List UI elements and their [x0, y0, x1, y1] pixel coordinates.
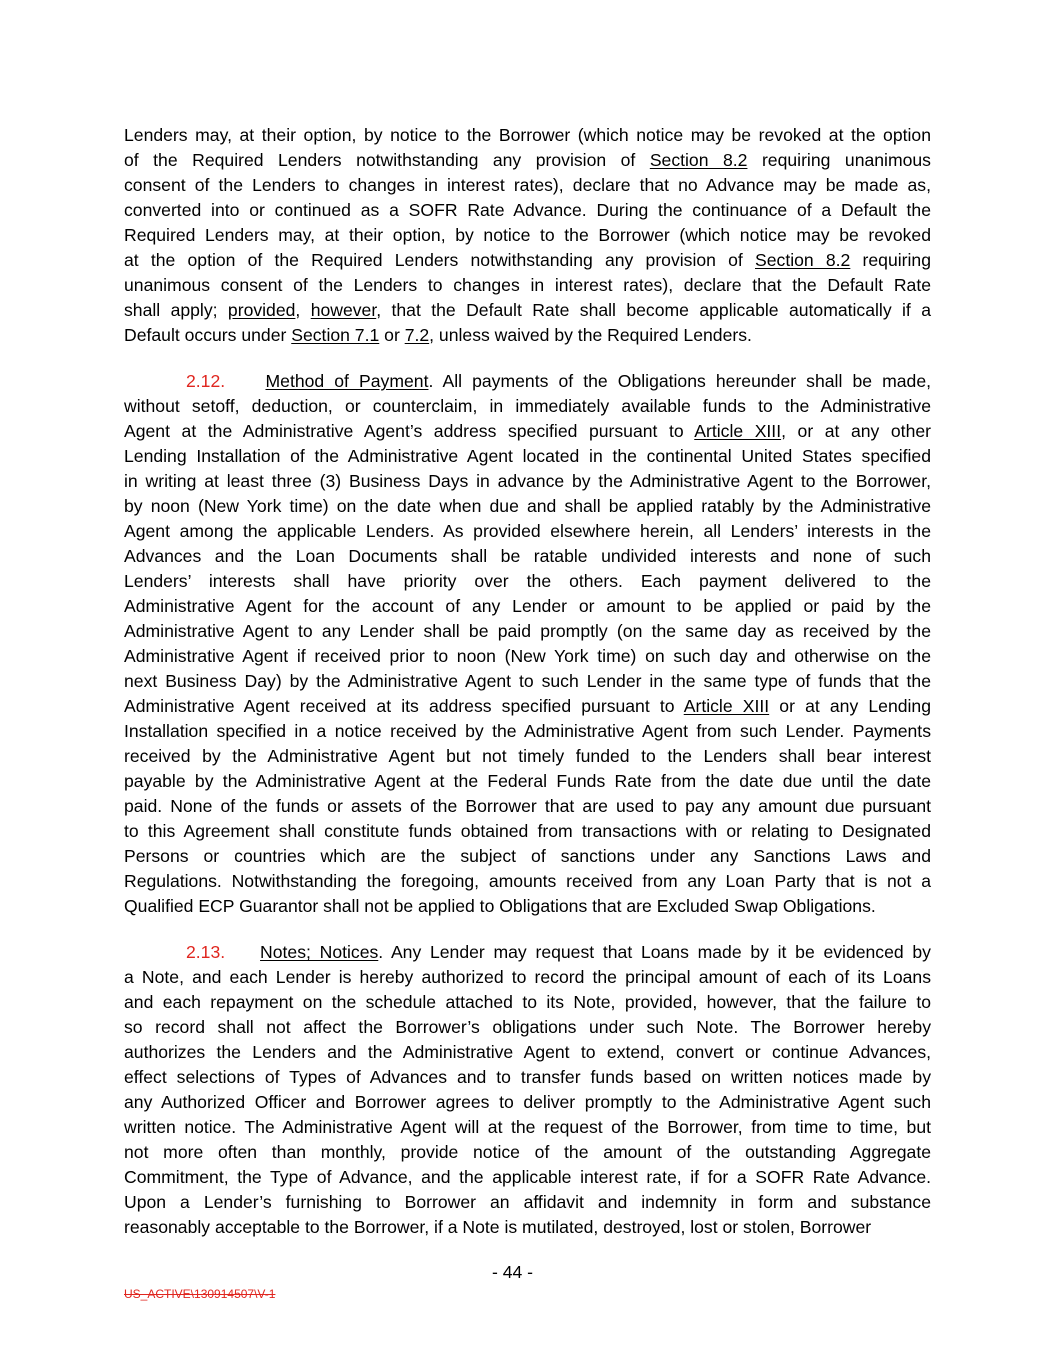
- cross-reference: 7.2: [404, 325, 430, 345]
- text-run: or at any Lending: [769, 696, 931, 716]
- text-line: [124, 369, 931, 394]
- text-line: [124, 1090, 931, 1115]
- text-run: payable by the Administrative Agent at the Federal Funds Rate from the date due until the date: [124, 771, 931, 791]
- cross-reference: Article XIII: [694, 421, 782, 441]
- cross-reference: Section 8.2: [755, 250, 851, 270]
- text-run: Persons or countries which are the subject of sanctions under any Sanctions Laws and: [124, 846, 931, 866]
- text-run: , that the Default Rate shall become applicable automatically if a: [376, 300, 931, 320]
- text-line: [124, 394, 931, 419]
- section-heading: Method of Payment: [265, 371, 429, 391]
- text-run: Lenders’ interests shall have priority over the others. Each payment delivered to the: [124, 571, 931, 591]
- text-run: Lending Installation of the Administrative Agent located in the continental United States specified: [124, 446, 931, 466]
- text-line: [124, 1015, 931, 1040]
- text-line: [124, 694, 931, 719]
- text-run: unanimous consent of the Lenders to changes in interest rates), declare that the Default Rate: [124, 275, 931, 295]
- text-line: [124, 940, 931, 965]
- text-line: [124, 990, 931, 1015]
- text-line: [124, 594, 931, 619]
- text-line: [124, 965, 931, 990]
- text-line: [124, 669, 931, 694]
- text-line: [124, 298, 931, 323]
- text-run: requiring: [850, 250, 931, 270]
- text-line: [124, 844, 931, 869]
- text-line: [124, 494, 931, 519]
- text-run: Agent at the Administrative Agent’s address specified pursuant to: [124, 421, 695, 441]
- text-line: [124, 273, 931, 298]
- text-line: [124, 644, 931, 669]
- cross-reference: Article XIII: [683, 696, 770, 716]
- text-run: so record shall not affect the Borrower’s obligations under such Note. The Borrower hereby: [124, 1017, 931, 1037]
- text-run: effect selections of Types of Advances and to transfer funds based on written notices made by: [124, 1067, 931, 1087]
- text-run: Qualified ECP Guarantor shall not be applied to Obligations that are Excluded Swap Obligations.: [124, 896, 876, 916]
- text-run: . All payments of the Obligations hereunder shall be made,: [428, 371, 932, 391]
- text-run: to this Agreement shall constitute funds obtained from transactions with or relating to Designated: [124, 821, 931, 841]
- text-line: [124, 1040, 931, 1065]
- text-run: requiring unanimous: [747, 150, 931, 170]
- text-line: [124, 894, 931, 919]
- text-run: Lenders may, at their option, by notice to the Borrower (which notice may be revoked at the option: [124, 125, 931, 145]
- section-2-13: [124, 940, 931, 1240]
- text-run: , unless waived by the Required Lenders.: [429, 325, 752, 345]
- text-line: [124, 148, 931, 173]
- cross-reference: Section 8.2: [649, 150, 748, 170]
- text-line: [124, 719, 931, 744]
- text-line: [124, 794, 931, 819]
- text-run: and each repayment on the schedule attached to its Note, provided, however, that the failure to: [124, 992, 931, 1012]
- text-line: [124, 769, 931, 794]
- text-run: not more often than monthly, provide notice of the amount of the outstanding Aggregate: [124, 1142, 931, 1162]
- text-line: [124, 469, 931, 494]
- text-run: Upon a Lender’s furnishing to Borrower an affidavit and indemnity in form and substance: [124, 1192, 931, 1212]
- cross-reference: Section 7.1: [291, 325, 380, 345]
- text-line: [124, 819, 931, 844]
- document-body: [124, 123, 931, 1261]
- cross-reference: however: [310, 300, 377, 320]
- text-run: Agent among the applicable Lenders. As provided elsewhere herein, all Lenders’ interests in the: [124, 521, 931, 541]
- text-run: next Business Day) by the Administrative Agent to such Lender in the same type of funds that the: [124, 671, 931, 691]
- text-line: [124, 1215, 931, 1240]
- text-run: Required Lenders may, at their option, by notice to the Borrower (which notice may be revoked: [124, 225, 931, 245]
- text-line: [124, 519, 931, 544]
- text-line: [124, 323, 931, 348]
- section-heading: Notes; Notices: [260, 942, 379, 962]
- text-run: Administrative Agent to any Lender shall be paid promptly (on the same day as received by the: [124, 621, 931, 641]
- cross-reference: provided: [227, 300, 296, 320]
- page-number: - 44 -: [491, 1262, 534, 1282]
- text-run: by noon (New York time) on the date when due and shall be applied ratably by the Administrative: [124, 496, 931, 516]
- text-run: received by the Administrative Agent but not timely funded to the Lenders shall bear interest: [124, 746, 931, 766]
- text-run: without setoff, deduction, or counterclaim, in immediately available funds to the Administrative: [124, 396, 931, 416]
- text-line: [124, 223, 931, 248]
- text-line: [124, 569, 931, 594]
- text-run: , or at any other: [781, 421, 931, 441]
- text-line: [124, 1165, 931, 1190]
- text-run: Regulations. Notwithstanding the foregoing, amounts received from any Loan Party that is not a: [124, 871, 931, 891]
- text-run: shall apply;: [124, 300, 228, 320]
- section-2-12: [124, 369, 931, 919]
- text-run: Administrative Agent received at its address specified pursuant to: [124, 696, 684, 716]
- text-run: or: [379, 325, 405, 345]
- text-run: in writing at least three (3) Business Days in advance by the Administrative Agent to the Borrower,: [124, 471, 931, 491]
- text-run: Advances and the Loan Documents shall be ratable undivided interests and none of such: [124, 546, 931, 566]
- text-run: reasonably acceptable to the Borrower, if a Note is mutilated, destroyed, lost or stolen, Borrower: [124, 1217, 872, 1237]
- text-line: [124, 1140, 931, 1165]
- text-run: any Authorized Officer and Borrower agrees to deliver promptly to the Administrative Agent such: [124, 1092, 931, 1112]
- text-line: [124, 248, 931, 273]
- text-run: consent of the Lenders to changes in interest rates), declare that no Advance may be made as,: [124, 175, 931, 195]
- text-run: Administrative Agent for the account of any Lender or amount to be applied or paid by the: [124, 596, 931, 616]
- text-run: of the Required Lenders notwithstanding any provision of: [124, 150, 650, 170]
- text-line: [124, 869, 931, 894]
- text-run: Commitment, the Type of Advance, and the applicable interest rate, if for a SOFR Rate Advance.: [124, 1167, 931, 1187]
- document-id: US_ACTIVE\130914507\V-1: [124, 1287, 276, 1301]
- text-run: a Note, and each Lender is hereby authorized to record the principal amount of each of its Loans: [124, 967, 931, 987]
- text-line: [124, 173, 931, 198]
- text-line: [124, 619, 931, 644]
- text-line: [124, 419, 931, 444]
- text-run: at the option of the Required Lenders notwithstanding any provision of: [124, 250, 755, 270]
- section-number: 2.13.: [186, 942, 226, 962]
- section-number: 2.12.: [186, 371, 226, 391]
- text-run: Administrative Agent if received prior to noon (New York time) on such day and otherwise on the: [124, 646, 931, 666]
- text-run: . Any Lender may request that Loans made by it be evidenced by: [378, 942, 931, 962]
- text-line: [124, 544, 931, 569]
- text-line: [124, 1115, 931, 1140]
- text-line: [124, 444, 931, 469]
- text-run: converted into or continued as a SOFR Rate Advance. During the continuance of a Default the: [124, 200, 931, 220]
- text-line: [124, 1190, 931, 1215]
- text-run: written notice. The Administrative Agent will at the request of the Borrower, from time to time, but: [124, 1117, 931, 1137]
- text-run: authorizes the Lenders and the Administrative Agent to extend, convert or continue Advances,: [124, 1042, 931, 1062]
- text-run: paid. None of the funds or assets of the Borrower that are used to pay any amount due pursuant: [124, 796, 931, 816]
- paragraph-continuation: [124, 123, 931, 348]
- text-line: [124, 1065, 931, 1090]
- text-line: [124, 123, 931, 148]
- text-run: Default occurs under: [124, 325, 292, 345]
- text-run: Installation specified in a notice received by the Administrative Agent from such Lender. Payments: [124, 721, 931, 741]
- text-line: [124, 744, 931, 769]
- text-run: ,: [295, 300, 311, 320]
- text-line: [124, 198, 931, 223]
